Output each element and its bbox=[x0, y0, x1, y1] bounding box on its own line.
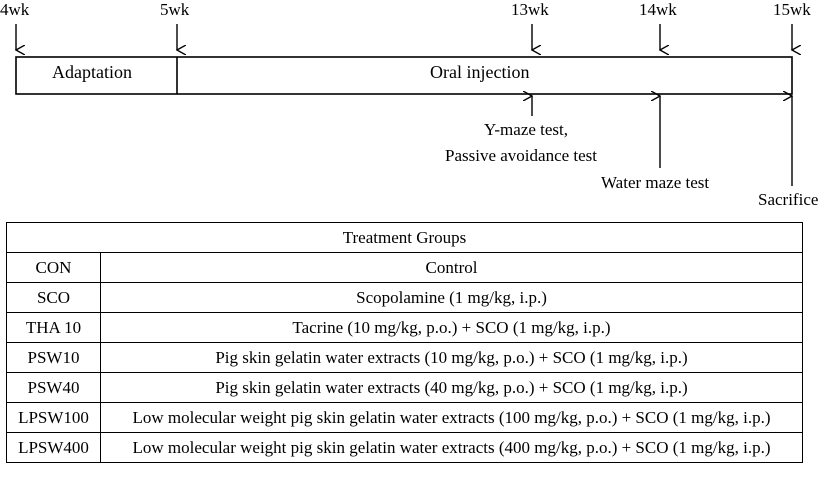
group-code: LPSW100 bbox=[7, 403, 101, 433]
group-code: PSW10 bbox=[7, 343, 101, 373]
group-description: Pig skin gelatin water extracts (10 mg/kg, p.o.) + SCO (1 mg/kg, i.p.) bbox=[101, 343, 803, 373]
phase-oral-injection: Oral injection bbox=[430, 62, 530, 82]
group-code: THA 10 bbox=[7, 313, 101, 343]
week-label-4wk: 4wk bbox=[0, 0, 30, 19]
group-description: Pig skin gelatin water extracts (40 mg/kg, p.o.) + SCO (1 mg/kg, i.p.) bbox=[101, 373, 803, 403]
group-code: LPSW400 bbox=[7, 433, 101, 463]
group-description: Tacrine (10 mg/kg, p.o.) + SCO (1 mg/kg, i.p.) bbox=[101, 313, 803, 343]
week-label-13wk: 13wk bbox=[511, 0, 549, 19]
table-header-row bbox=[7, 223, 803, 253]
week-label-15wk: 15wk bbox=[773, 0, 811, 19]
week-arrows bbox=[16, 24, 792, 50]
table-row bbox=[7, 433, 803, 463]
event-water-maze: Water maze test bbox=[601, 173, 710, 192]
group-description: Control bbox=[101, 253, 803, 283]
table-row bbox=[7, 313, 803, 343]
event-passive-avoidance: Passive avoidance test bbox=[445, 146, 598, 165]
week-label-14wk: 14wk bbox=[639, 0, 677, 19]
week-label-5wk: 5wk bbox=[160, 0, 190, 19]
table-row bbox=[7, 343, 803, 373]
table-row bbox=[7, 403, 803, 433]
group-code: CON bbox=[7, 253, 101, 283]
table-row bbox=[7, 373, 803, 403]
event-ymaze: Y-maze test, bbox=[484, 120, 569, 139]
group-description: Low molecular weight pig skin gelatin water extracts (400 mg/kg, p.o.) + SCO (1 mg/kg, i.p.) bbox=[101, 433, 803, 463]
timeline-bar bbox=[16, 57, 792, 94]
group-description: Low molecular weight pig skin gelatin water extracts (100 mg/kg, p.o.) + SCO (1 mg/kg, i.p.) bbox=[101, 403, 803, 433]
event-sacrifice: Sacrifice bbox=[758, 190, 819, 209]
table-row bbox=[7, 283, 803, 313]
phase-adaptation: Adaptation bbox=[52, 62, 132, 82]
table-header: Treatment Groups bbox=[7, 223, 803, 253]
treatment-groups-table bbox=[6, 222, 803, 463]
group-description: Scopolamine (1 mg/kg, i.p.) bbox=[101, 283, 803, 313]
table-row bbox=[7, 253, 803, 283]
group-code: PSW40 bbox=[7, 373, 101, 403]
group-code: SCO bbox=[7, 283, 101, 313]
